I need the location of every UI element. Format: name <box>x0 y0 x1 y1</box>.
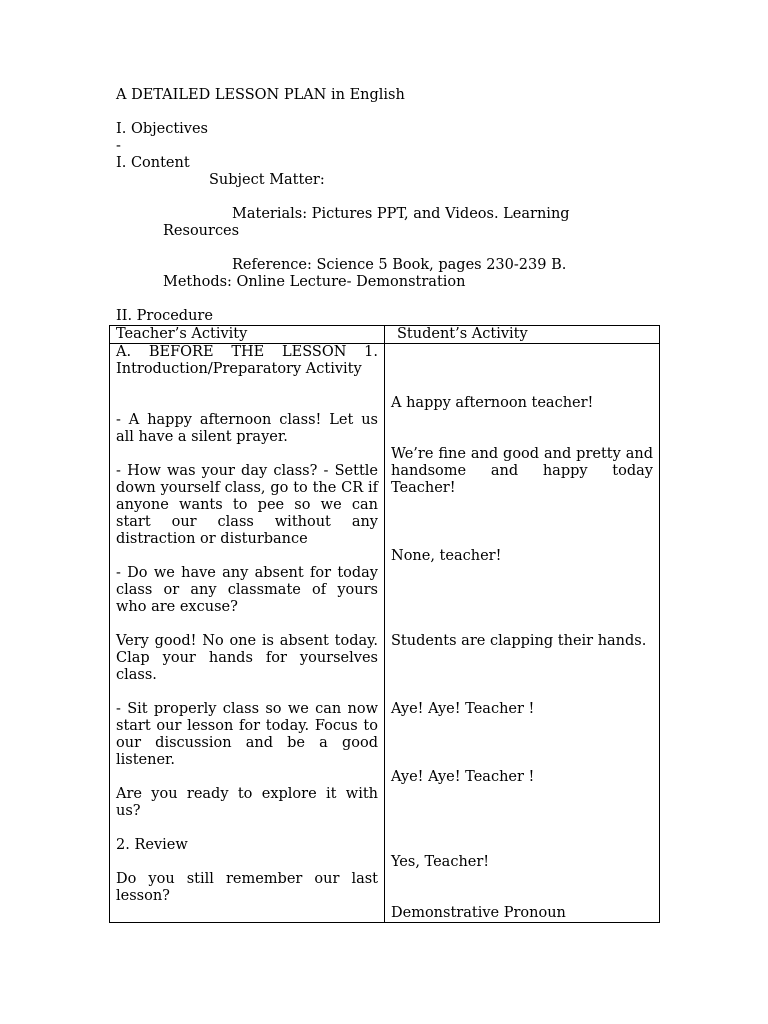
objectives-heading: I. Objectives <box>116 121 208 137</box>
table-row <box>110 344 660 923</box>
teacher-item-sit-properly: - Sit properly class so we can now start our lesson for today. Focus to our discussion and be a good listener. <box>116 701 378 768</box>
student-item-demonstrative-pronoun: Demonstrative Pronoun <box>391 905 566 921</box>
procedure-heading: II. Procedure <box>116 308 213 324</box>
student-activity-cell <box>385 344 660 923</box>
objectives-dash: - <box>116 138 121 154</box>
subject-matter-label: Subject Matter: <box>209 172 325 188</box>
student-item-yes: Yes, Teacher! <box>391 854 490 870</box>
content-heading: I. Content <box>116 155 190 171</box>
teacher-item-greeting: - A happy afternoon class! Let us all have a silent prayer. <box>116 412 378 445</box>
document-title: A DETAILED LESSON PLAN in English <box>116 87 405 103</box>
teacher-item-absent: - Do we have any absent for today class or any classmate of yours who are excuse? <box>116 565 378 615</box>
student-item-fine: We’re fine and good and pretty and handsome and happy today Teacher! <box>391 446 653 496</box>
reference-line: Reference: Science 5 Book, pages 230-239 B. <box>232 257 567 273</box>
student-activity-header: Student’s Activity <box>385 326 660 344</box>
methods-line: Methods: Online Lecture- Demonstration <box>163 274 466 290</box>
student-item-greeting: A happy afternoon teacher! <box>391 395 594 411</box>
teacher-activity-cell <box>110 344 385 923</box>
procedure-table <box>109 325 660 923</box>
teacher-item-ready: Are you ready to explore it with us? <box>116 786 378 819</box>
student-item-none: None, teacher! <box>391 548 502 564</box>
teacher-item-before-lesson: A. BEFORE THE LESSON 1. Introduction/Preparatory Activity <box>116 344 378 377</box>
student-item-aye-2: Aye! Aye! Teacher ! <box>391 769 535 785</box>
materials-line-2: Resources <box>163 223 240 239</box>
student-item-aye-1: Aye! Aye! Teacher ! <box>391 701 535 717</box>
teacher-item-review: 2. Review <box>116 837 188 853</box>
student-item-clapping: Students are clapping their hands. <box>391 633 647 649</box>
teacher-item-last-lesson: Do you still remember our last lesson? <box>116 871 378 904</box>
teacher-item-clap: Very good! No one is absent today. Clap your hands for yourselves class. <box>116 633 378 683</box>
table-header-row <box>110 326 660 344</box>
teacher-item-how-was-day: - How was your day class? - Settle down yourself class, go to the CR if anyone wants to pee so we can start our class without any distraction or disturbance <box>116 463 378 547</box>
teacher-activity-header: Teacher’s Activity <box>110 326 385 344</box>
materials-line-1: Materials: Pictures PPT, and Videos. Learning <box>232 206 570 222</box>
